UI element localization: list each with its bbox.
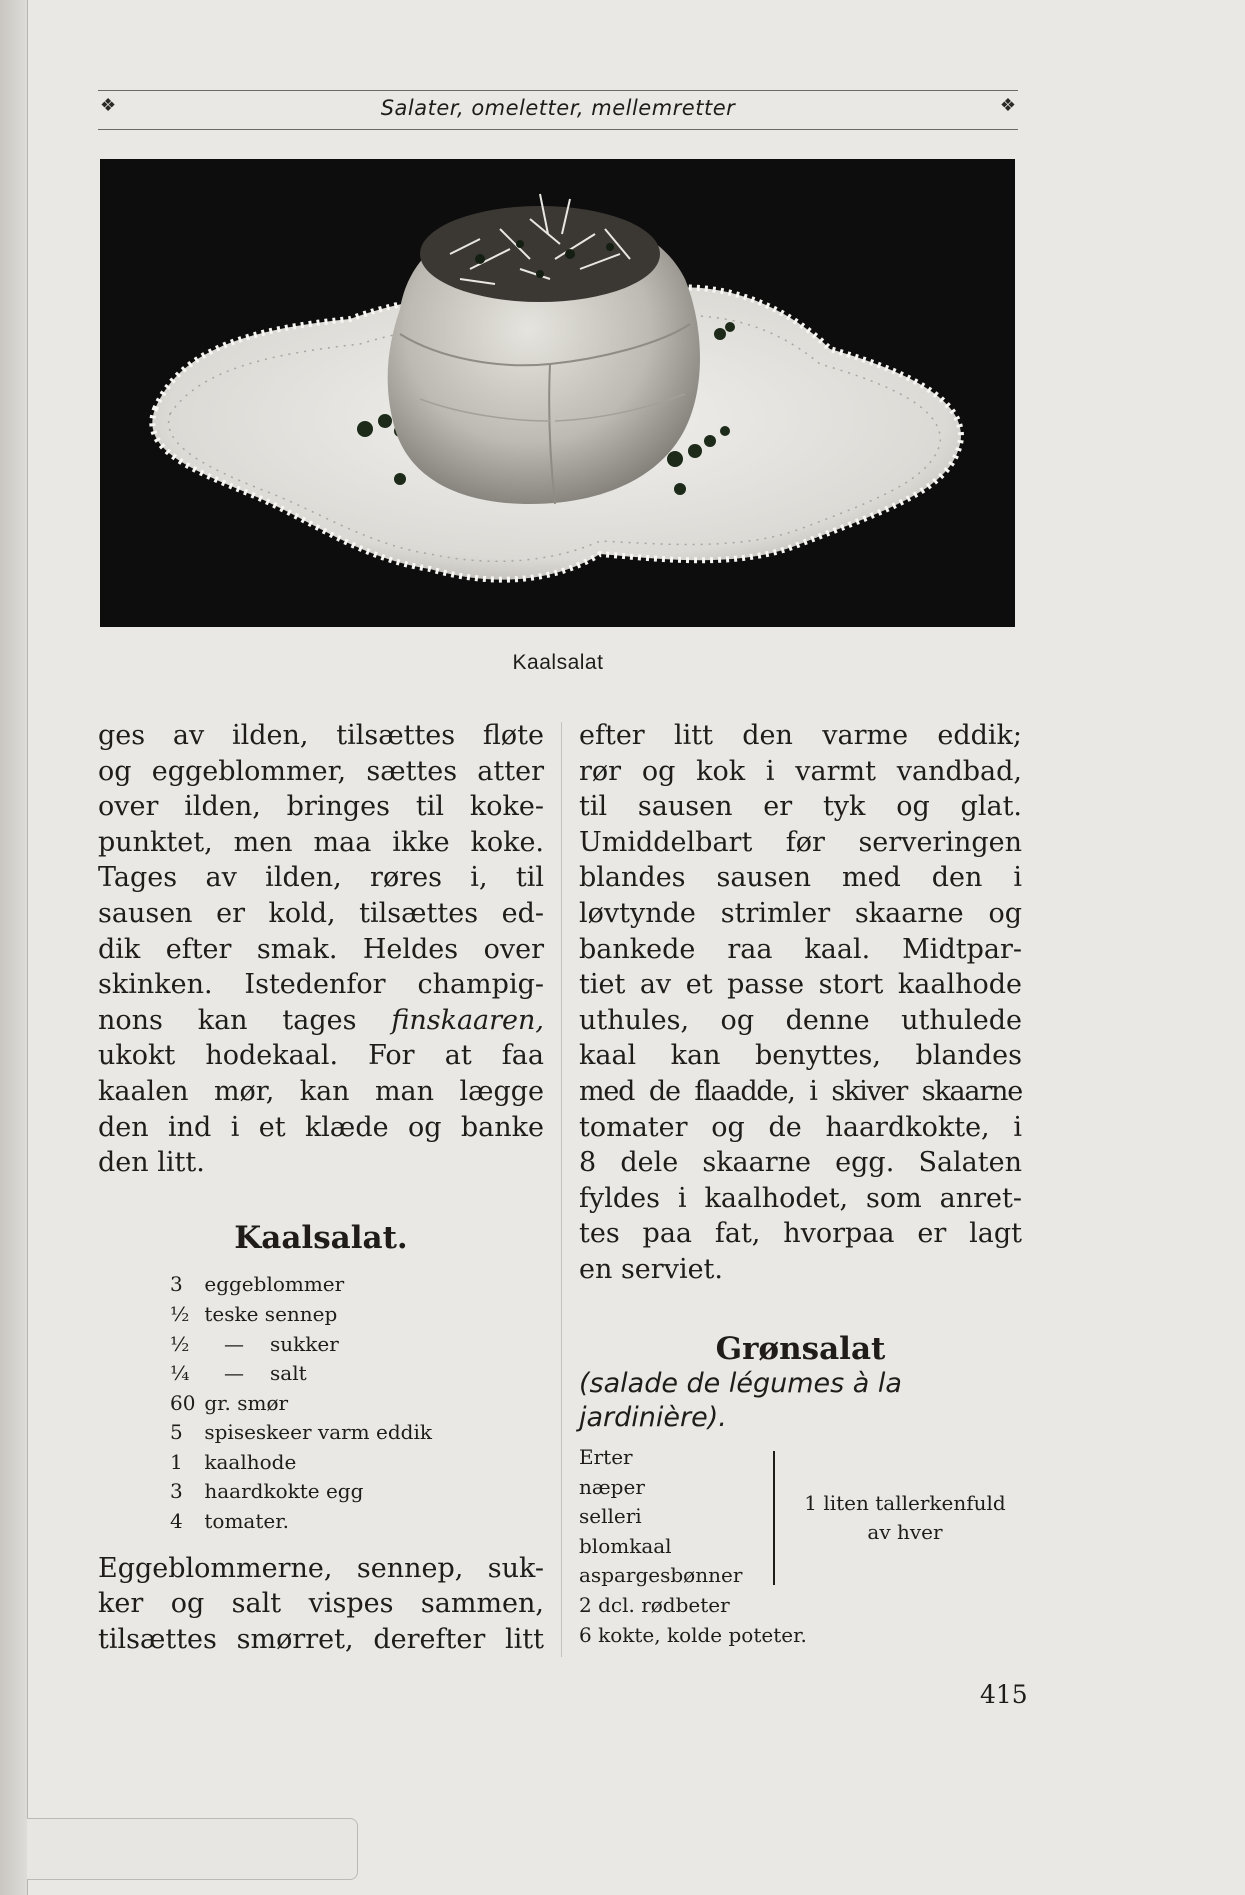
text-line: ker og salt vispes sammen, bbox=[98, 1588, 544, 1620]
text-segment: nons kan tages bbox=[98, 1004, 392, 1036]
ingredient-item: selleri bbox=[579, 1504, 642, 1529]
ingredient-text: gr. smør bbox=[204, 1390, 289, 1415]
ingredient-item: blomkaal bbox=[579, 1533, 672, 1558]
text-line: punktet, men maa ikke koke. bbox=[98, 826, 544, 858]
page-number: 415 bbox=[980, 1680, 1028, 1709]
running-header bbox=[98, 90, 1018, 130]
text-line bbox=[98, 1003, 544, 1039]
ingredient-qty: 5 bbox=[170, 1420, 183, 1445]
method-paragraph bbox=[98, 1551, 544, 1658]
recipe-subtitle-line: (salade de légumes à la bbox=[579, 1368, 902, 1400]
ornament-left-icon: ❖ bbox=[100, 95, 117, 116]
method-paragraph-continued bbox=[579, 718, 1022, 1288]
ingredient-text: tomater. bbox=[204, 1509, 289, 1534]
ingredient-item: 2 dcl. rødbeter bbox=[579, 1593, 730, 1618]
ingredient-item bbox=[170, 1507, 544, 1537]
text-line: bankede raa kaal. Midtpar- bbox=[579, 933, 1022, 965]
text-line: tomater og de haardkokte, i bbox=[579, 1111, 1022, 1143]
text-line: en serviet. bbox=[579, 1253, 723, 1285]
text-line: sausen er kold, tilsættes ed- bbox=[98, 897, 544, 929]
text-line: ukokt hodekaal. For at faa bbox=[98, 1040, 544, 1072]
ingredient-text: teske sennep bbox=[204, 1301, 338, 1326]
ingredient-text: kaalhode bbox=[204, 1449, 297, 1474]
recipe-subtitle bbox=[579, 1367, 1022, 1435]
text-line: dik efter smak. Heldes over bbox=[98, 933, 544, 965]
text-line: 8 dele skaarne egg. Salaten bbox=[579, 1147, 1022, 1179]
ornament-right-icon: ❖ bbox=[999, 95, 1016, 116]
text-line: tiet av et passe stort kaalhode bbox=[579, 969, 1022, 1001]
ingredient-text: sukker bbox=[270, 1331, 339, 1356]
ingredient-ditto: — bbox=[224, 1361, 244, 1386]
ingredient-qty: 1 bbox=[170, 1449, 183, 1474]
ingredient-item bbox=[170, 1448, 544, 1478]
ingredient-item bbox=[170, 1359, 544, 1389]
ingredient-text: haardkokte egg bbox=[204, 1479, 364, 1504]
text-line: tilsættes smørret, derefter litt bbox=[98, 1623, 544, 1655]
ingredient-qty: 3 bbox=[170, 1272, 183, 1297]
recipe-title-kaalsalat: Kaalsalat. bbox=[234, 1219, 408, 1256]
book-spine bbox=[0, 0, 27, 1895]
continued-paragraph bbox=[98, 718, 544, 1181]
ingredient-item bbox=[170, 1477, 544, 1507]
ingredient-item: aspargesbønner bbox=[579, 1563, 743, 1588]
figure-caption: Kaalsalat bbox=[512, 651, 604, 674]
text-line: kaalen mør, kan man lægge bbox=[98, 1075, 544, 1107]
ingredient-item: Erter bbox=[579, 1445, 633, 1470]
bracket-note-line: av hver bbox=[867, 1520, 943, 1545]
column-divider bbox=[561, 722, 562, 1657]
ingredient-item bbox=[170, 1300, 544, 1330]
ingredient-item bbox=[170, 1270, 544, 1300]
text-line: fyldes i kaalhodet, som anret- bbox=[579, 1182, 1022, 1214]
ingredient-text: eggeblommer bbox=[204, 1272, 345, 1297]
gronsalat-ingredients bbox=[579, 1443, 1022, 1650]
text-line: uthules, og denne uthulede bbox=[579, 1004, 1022, 1036]
text-line: Umiddelbart før serveringen bbox=[579, 826, 1022, 858]
text-line: rør og kok i varmt vandbad, bbox=[579, 755, 1022, 787]
text-line: ges av ilden, tilsættes fløte bbox=[98, 720, 544, 751]
text-line: skinken. Istedenfor champig- bbox=[98, 969, 544, 1001]
text-line: blandes sausen med den i bbox=[579, 862, 1022, 894]
ingredient-text: spiseskeer varm eddik bbox=[204, 1420, 432, 1445]
bracket-note-line: 1 liten tallerkenfuld bbox=[804, 1491, 1006, 1516]
cabbage-salad-photo bbox=[100, 159, 1015, 627]
ingredient-item bbox=[170, 1330, 544, 1360]
ingredient-ditto: — bbox=[224, 1331, 244, 1356]
bracket-brace bbox=[767, 1451, 775, 1585]
emphasis-finskaaren: finskaaren, bbox=[391, 1004, 544, 1036]
recipe-subtitle-line: jardinière). bbox=[579, 1402, 727, 1434]
ingredient-item bbox=[170, 1389, 544, 1419]
ingredient-item bbox=[170, 1418, 544, 1448]
running-header-title: Salater, omeletter, mellemretter bbox=[380, 96, 736, 120]
ingredient-qty: 60 bbox=[170, 1390, 196, 1415]
text-line: og eggeblommer, sættes atter bbox=[98, 755, 544, 787]
ingredient-qty: ¼ bbox=[170, 1361, 190, 1386]
ingredient-list bbox=[170, 1270, 544, 1536]
left-column bbox=[98, 718, 544, 1657]
text-line: med de flaadde, i skiver skaarne bbox=[579, 1075, 1022, 1107]
right-column bbox=[579, 718, 1022, 1650]
ingredient-qty: ½ bbox=[170, 1331, 190, 1356]
text-line: Eggeblommerne, sennep, suk- bbox=[98, 1552, 544, 1584]
text-line: over ilden, bringes til koke- bbox=[98, 791, 544, 823]
bracket-note bbox=[785, 1489, 1025, 1547]
text-line: den litt. bbox=[98, 1147, 205, 1179]
text-line: Tages av ilden, røres i, til bbox=[98, 862, 544, 894]
ingredient-item: 6 kokte, kolde poteter. bbox=[579, 1622, 807, 1647]
text-line: løvtynde strimler skaarne og bbox=[579, 897, 1022, 929]
ingredient-qty: ½ bbox=[170, 1301, 190, 1326]
text-line: kaal kan benyttes, blandes bbox=[579, 1040, 1022, 1072]
text-line: efter litt den varme eddik; bbox=[579, 720, 1022, 751]
page-tab bbox=[27, 1818, 358, 1880]
recipe-title-gronsalat: Grønsalat bbox=[715, 1330, 886, 1367]
text-line: den ind i et klæde og banke bbox=[98, 1111, 544, 1143]
cabbage-salad-illustration bbox=[100, 159, 1015, 627]
ingredient-qty: 4 bbox=[170, 1509, 183, 1534]
text-line: tes paa fat, hvorpaa er lagt bbox=[579, 1218, 1022, 1250]
ingredient-text: salt bbox=[270, 1361, 307, 1386]
ingredient-item: næper bbox=[579, 1474, 645, 1499]
ingredient-qty: 3 bbox=[170, 1479, 183, 1504]
text-line: til sausen er tyk og glat. bbox=[579, 791, 1022, 823]
